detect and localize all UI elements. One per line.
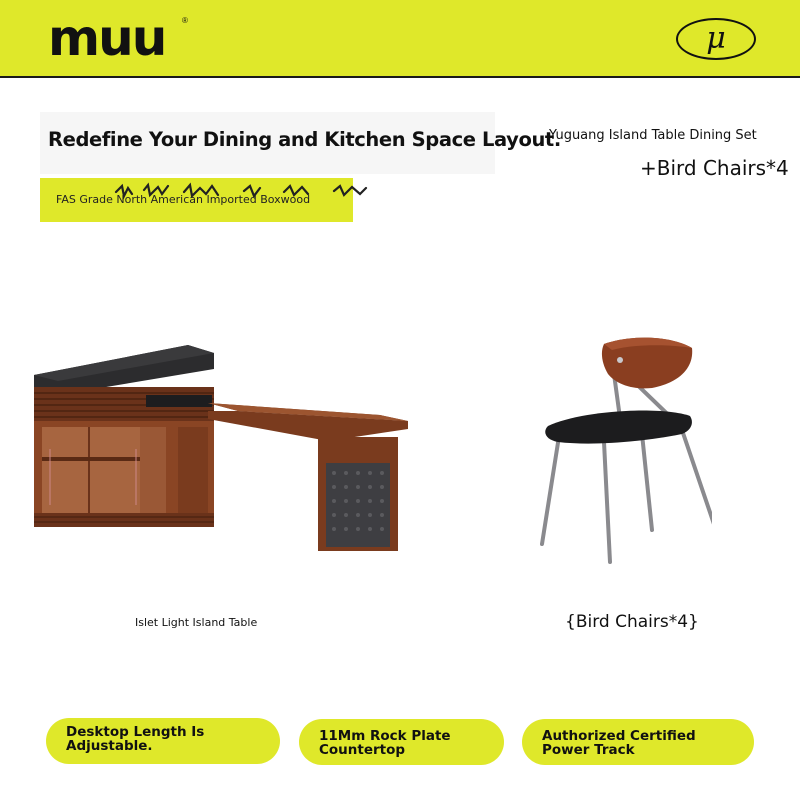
feature-label: 11Mm Rock Plate Countertop [319,728,451,758]
feature-pill-adjustable [46,718,280,764]
set-subtitle: +Bird Chairs*4 [640,156,789,180]
material-text: FAS Grade North American Imported Boxwood [56,193,311,206]
feature-pill-power-track [522,719,754,765]
material-tag [40,178,353,222]
island-table-icon [28,345,414,557]
table-caption: Islet Light Island Table [135,616,258,629]
mu-badge-icon: μ [676,18,756,60]
feature-label: Authorized Certified Power Track [542,728,696,758]
feature-pill-rock-plate [299,719,504,765]
top-banner [0,0,800,78]
page-headline: Redefine Your Dining and Kitchen Space Layout. [40,112,495,174]
brand-logo[interactable]: muu [48,9,166,67]
registered-mark: ® [182,16,188,25]
set-title: Yuguang Island Table Dining Set [549,128,757,143]
chairs-caption: {Bird Chairs*4} [565,612,699,632]
bird-chair-icon [532,330,712,570]
feature-label: Desktop Length Is Adjustable. [66,724,205,754]
